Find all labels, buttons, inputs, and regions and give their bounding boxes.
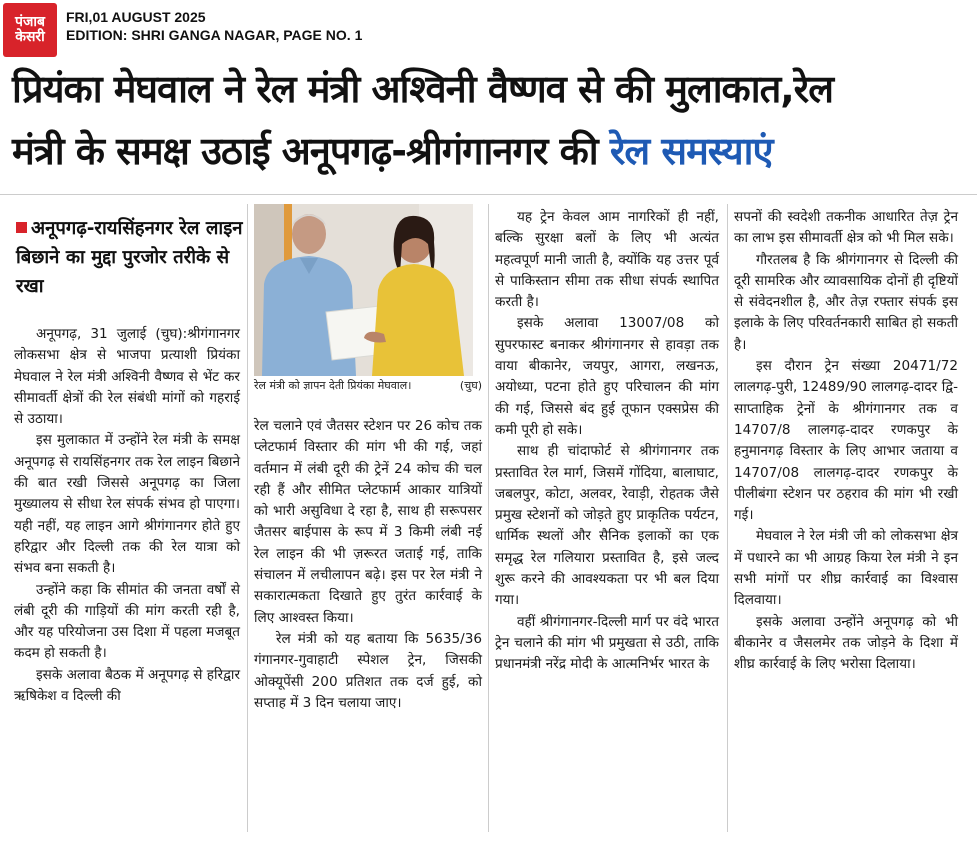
- article-column-2: [254, 416, 482, 714]
- headline-divider: [0, 194, 977, 195]
- subheadline-text: अनूपगढ़-रायसिंहनगर रेल लाइन बिछाने का मुद्दा पुरजोर तरीके से रखा: [16, 218, 243, 297]
- logo-line1: पंजाब: [15, 14, 45, 31]
- article-column-4: [734, 207, 958, 676]
- newspaper-logo: [3, 3, 57, 57]
- headline: [12, 58, 967, 182]
- column-divider: [247, 204, 248, 832]
- news-photo: [254, 204, 473, 376]
- paragraph: इस दौरान ट्रेन संख्या 20471/72 लालगढ़-पुरी, 12489/90 लालगढ़-दादर द्वि-साप्ताहिक ट्रेनों के श्रीगंगानगर तक व 14707/8 लालगढ़-दादर रणकपुर के हनुमानगढ़ विस्तार के लिए आभार जताया व 14707/08 लालगढ़-दादर रणकपुर के पीलीबंगा स्टेशन पर ठहराव की मांग भी रखी गई।: [734, 358, 958, 524]
- paragraph: साथ ही चांदाफोर्ट से श्रीगंगानगर तक प्रस्तावित रेल मार्ग, जिसमें गोंदिया, बालाघाट, जबलपुर, कोटा, अलवर, रेवाड़ी, रोहतक जैसे प्रमुख स्टेशनों को जोड़ते हुए प्राकृतिक पर्यटन, धार्मिक स्थलों और सैनिक इलाकों का एक समृद्ध रेल गलियारा प्रस्तावित है, इसे जल्द शुरू करने की आवश्यकता पर भी बल दिया गया।: [495, 443, 719, 609]
- paragraph: अनूपगढ़, 31 जुलाई (चुघ):श्रीगंगानगर लोकसभा क्षेत्र से भाजपा प्रत्याशी प्रियंका मेघवाल ने रेल मंत्री अश्विनी वैष्णव से भेंट कर सीमावर्ती क्षेत्रों की रेल संबंधी मांगों को गहराई से उठाया।: [14, 326, 240, 428]
- column-divider: [727, 204, 728, 832]
- paragraph: इसके अलावा 13007/08 को सुपरफास्ट बनाकर श्रीगंगानगर से हावड़ा तक वाया बीकानेर, जयपुर, आगरा, लखनऊ, अयोध्या, पटना होते हुए परिचालन की मांग की गई, जिससे बंद हुई तूफान एक्सप्रेस की कमी पूरी हो सके।: [495, 315, 719, 438]
- edition-date: FRI,01 AUGUST 2025: [66, 9, 206, 25]
- paragraph: इसके अलावा उन्होंने अनूपगढ़ को भी बीकानेर व जैसलमेर तक जोड़ने के दिशा में शीघ्र कार्रवाई के लिए भरोसा दिलाया।: [734, 613, 958, 673]
- headline-line1: प्रियंका मेघवाल ने रेल मंत्री अश्विनी वैष्णव से की मुलाकात,रेल: [12, 67, 833, 111]
- paragraph: गौरतलब है कि श्रीगंगानगर से दिल्ली की दूरी सामरिक और व्यावसायिक दोनों ही दृष्टियों से संवेदनशील है, और तेज़ रफ्तार संपर्क इस इलाके के लिए परिवर्तनकारी साबित हो सकती है।: [734, 251, 958, 353]
- subheadline: [16, 214, 246, 301]
- paragraph: रेल मंत्री को यह बताया कि 5635/36 गंगानगर-गुवाहाटी स्पेशल ट्रेन, जिसकी ओक्यूपेंसी 200 प्रतिशत तक दर्ज हुई, को सप्ताह में 3 दिन चलाया जाए।: [254, 630, 482, 711]
- red-square-bullet-icon: [16, 222, 27, 233]
- paragraph: वहीं श्रीगंगानगर-दिल्ली मार्ग पर वंदे भारत ट्रेन चलाने की मांग भी प्रमुखता से उठी, ताकि प्रधानमंत्री नरेंद्र मोदी के आत्मनिर्भर भारत के: [495, 613, 719, 673]
- paragraph: उन्होंने कहा कि सीमांत की जनता वर्षों से लंबी दूरी की गाड़ियों की मांग करती रही है, और यह परियोजना उस दिशा में पहला मजबूत कदम हो सकती है।: [14, 581, 240, 662]
- headline-line2: [12, 120, 967, 182]
- paragraph: इसके अलावा बैठक में अनूपगढ़ से हरिद्वार ऋषिकेश व दिल्ली की: [14, 666, 241, 705]
- paragraph: मेघवाल ने रेल मंत्री जी को लोकसभा क्षेत्र में पधारने का भी आग्रह किया रेल मंत्री ने इन सभी मांगों पर शीघ्र कार्रवाई का विश्वास दिलवाया।: [734, 528, 958, 609]
- photo-caption: [254, 378, 482, 393]
- logo-line2: केसरी: [15, 29, 45, 45]
- photo-illustration: [254, 204, 473, 376]
- photo-caption-text: रेल मंत्री को ज्ञापन देती प्रियंका मेघवाल।: [254, 379, 412, 392]
- article-column-1: [14, 324, 240, 707]
- paragraph: इस मुलाकात में उन्होंने रेल मंत्री के समक्ष अनूपगढ़ से रायसिंहनगर तक रेल लाइन बिछाने की बात रखी जिससे अनूपगढ़ का जिला मुख्यालय से सीधा रेल संपर्क संभव हो पाएगा। यही नहीं, यह लाइन आगे श्रीगंगानगर होते हुए हरिद्वार और दिल्ली तक की रेल यात्रा को संभव बना सकती है।: [14, 432, 240, 577]
- column-divider: [488, 204, 489, 832]
- headline-highlight: रेल समस्याएं: [609, 129, 773, 173]
- paragraph: रेल चलाने एवं जैतसर स्टेशन पर 26 कोच तक प्लेटफार्म विस्तार की मांग भी की गई, जहां वर्तमान में लंबी दूरी की ट्रेनें 24 कोच की चल रही हैं और सीमित प्लेटफार्म आकार यात्रियों को भारी असुविधा दे रहा है, साथ ही सरूपसर जैतसर बाईपास के रूप में 3 किमी लंबी नई रेल लाइन की भी ज़रूरत जताई गई, ताकि संचालन में लचीलापन बढ़े। इस पर रेल मंत्री ने सकारात्मकता दिखाते हुए तुरंत कार्रवाई के लिए आश्वस्त किया।: [254, 418, 482, 626]
- paragraph: सपनों की स्वदेशी तकनीक आधारित तेज़ ट्रेन का लाभ इस सीमावर्ती क्षेत्र को भी मिल सके।: [734, 209, 958, 247]
- headline-line2-main: मंत्री के समक्ष उठाई अनूपगढ़-श्रीगंगानगर की: [12, 129, 610, 173]
- edition-meta: [66, 8, 362, 44]
- photo-credit: (चुघ): [459, 379, 482, 392]
- edition-info: EDITION: SHRI GANGA NAGAR, PAGE NO. 1: [66, 27, 363, 43]
- article-column-3: [495, 207, 719, 676]
- paragraph: यह ट्रेन केवल आम नागरिकों ही नहीं, बल्कि सुरक्षा बलों के लिए भी अत्यंत महत्वपूर्ण मानी जाती है, क्योंकि यह उत्तर पूर्व से पाकिस्तान सीमा तक सीधा संपर्क स्थापित करती है।: [495, 209, 719, 311]
